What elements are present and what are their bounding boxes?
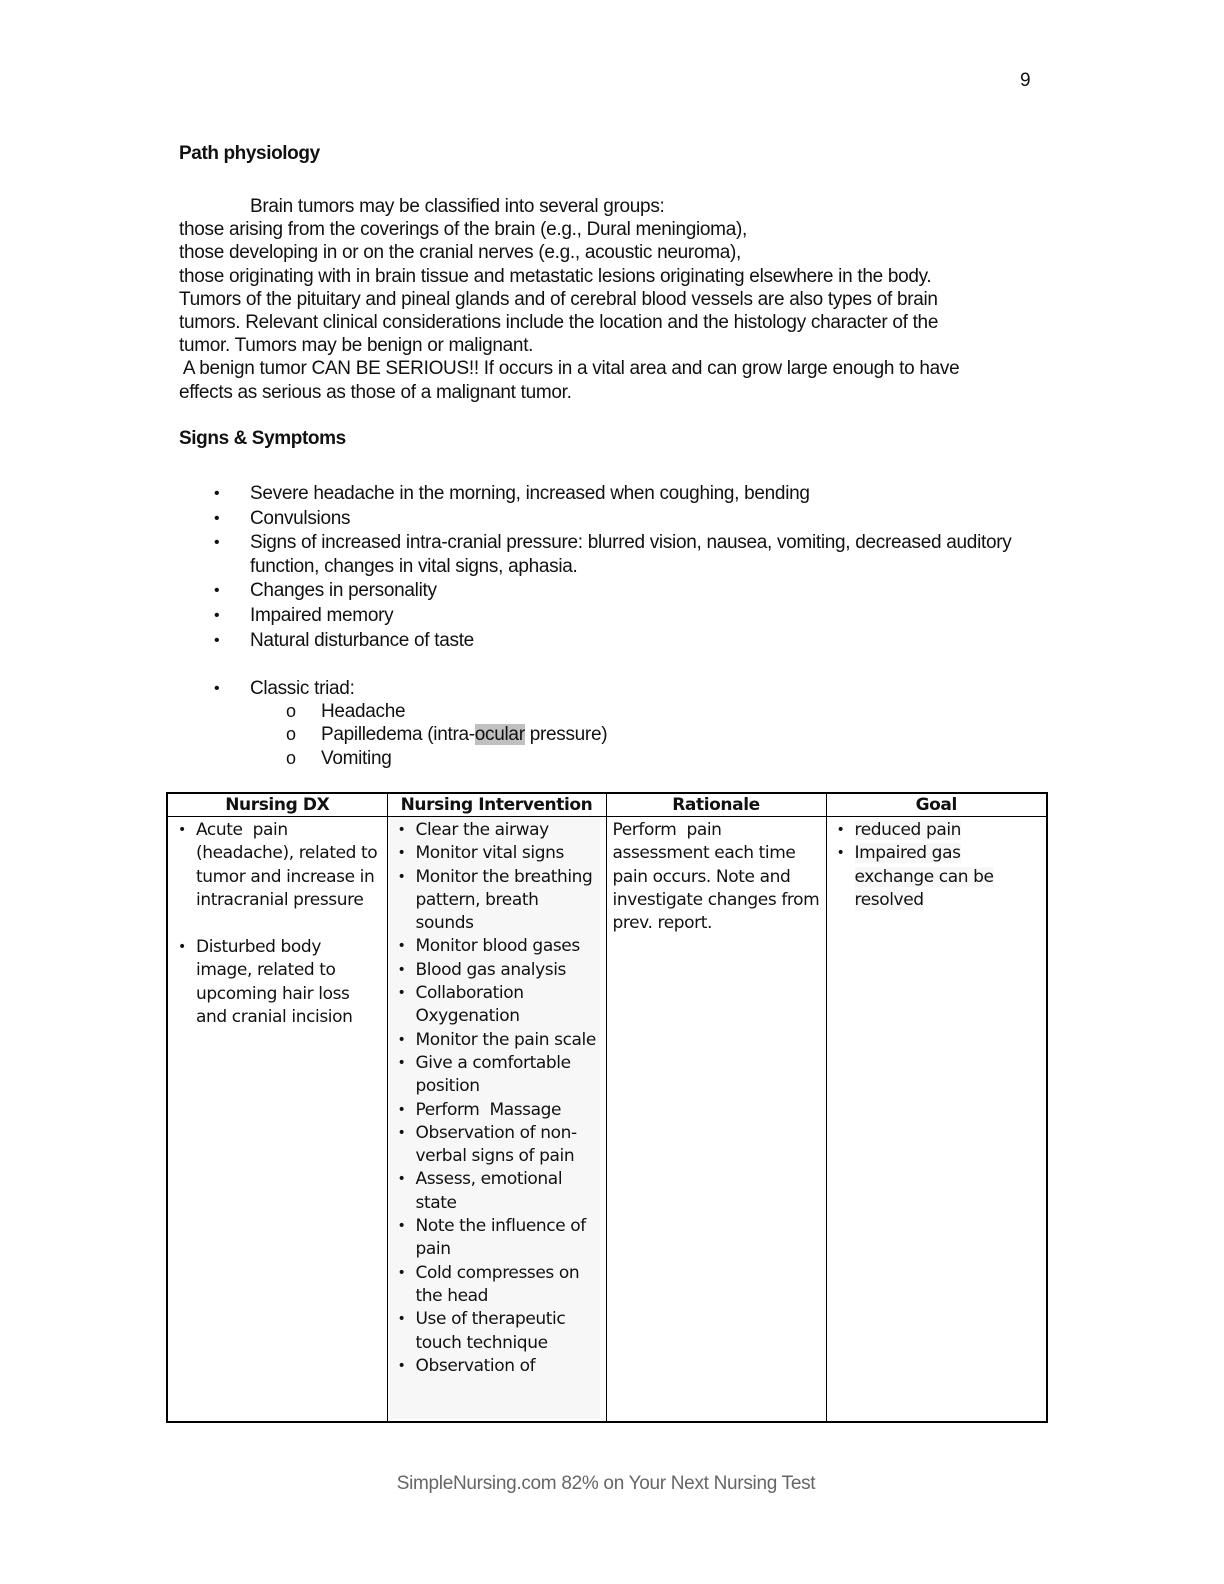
classic-triad-list [179, 677, 1019, 702]
paragraph-line: those arising from the coverings of the brain (e.g., Dural meningioma), [179, 219, 747, 241]
triad-sublist [179, 700, 607, 770]
paragraph-line: A benign tumor CAN BE SERIOUS!! If occurs in a vital area and can grow large enough to have [179, 358, 960, 380]
bullet-icon: • [214, 631, 220, 649]
intervention-cell [387, 817, 606, 1423]
intervention-list [394, 819, 600, 1378]
circle-bullet-icon: o [286, 724, 296, 745]
intervention-item: • Use of therapeutic touch technique [397, 1309, 571, 1353]
triad-item: o Headache [286, 701, 406, 722]
circle-bullet-icon: o [286, 747, 296, 768]
bullet-icon: • [397, 1101, 406, 1118]
intervention-item: • Monitor the breathing pattern, breath sounds [397, 866, 598, 934]
rationale-text: Perform pain assessment each time pain occurs. Note and investigate changes from prev. report. [612, 820, 830, 934]
symptom-item: • Changes in personality [214, 580, 437, 602]
bullet-icon: • [214, 680, 220, 697]
nursing-dx-item: • Acute pain (headache), related to tumor and increase in intracranial pressure [178, 820, 383, 910]
pathophysiology-heading: Path physiology [179, 143, 320, 164]
bullet-icon: • [397, 938, 406, 955]
goal-item: • Impaired gas exchange can be resolved [836, 843, 994, 910]
paragraph-line: Brain tumors may be classified into several groups: [250, 196, 665, 217]
intervention-item: • Blood gas analysis [394, 959, 600, 982]
symptom-item: • Signs of increased intra-cranial pressure: blurred vision, nausea, vomiting, decreased auditory function, changes in vital signs, aphasia. [214, 532, 1012, 577]
symptom-item: • Impaired memory [214, 605, 394, 627]
bullet-icon: • [397, 1357, 406, 1374]
bullet-icon: • [214, 485, 220, 502]
bullet-icon: • [214, 582, 220, 600]
nursing-dx-list [174, 819, 381, 1029]
bullet-icon: • [397, 1264, 406, 1281]
bullet-icon: • [397, 961, 406, 978]
paragraph-line: tumor. Tumors may be benign or malignant. [179, 335, 534, 357]
intervention-item: • Monitor vital signs [394, 842, 600, 865]
bullet-icon: • [397, 845, 406, 862]
paragraph-line: effects as serious as those of a malignant tumor. [179, 381, 572, 403]
paragraph-line: Tumors of the pituitary and pineal glands and of cerebral blood vessels are also types of brain [179, 288, 938, 310]
nursing-dx-item: • Disturbed body image, related to upcoming hair loss and cranial incision [178, 937, 353, 1028]
spacer [174, 912, 381, 936]
symptom-item: • Convulsions [214, 507, 351, 529]
column-header-nursing-intervention: Nursing Intervention [387, 793, 606, 817]
intervention-item: • Monitor the pain scale [394, 1029, 600, 1052]
bullet-icon: • [836, 822, 845, 838]
intervention-item: • Clear the airway [394, 819, 600, 842]
nursing-dx-cell [167, 817, 387, 1423]
table-row [167, 817, 1047, 1423]
intervention-item: • Observation of non-verbal signs of pain [397, 1122, 577, 1167]
intervention-item: • Perform Massage [394, 1099, 600, 1122]
bullet-icon: • [397, 822, 406, 838]
table-header-row [167, 793, 1047, 817]
bullet-icon: • [397, 1218, 406, 1235]
bullet-icon: • [397, 985, 406, 1002]
bullet-icon: • [214, 534, 220, 552]
triad-item: o Papilledema (intra-ocular pressure) [286, 724, 608, 746]
column-header-goal: Goal [826, 793, 1047, 817]
bullet-icon: • [178, 939, 186, 956]
triad-item: o Vomiting [286, 747, 392, 769]
symptom-item: • Natural disturbance of taste [214, 629, 474, 651]
bullet-icon: • [397, 1171, 406, 1188]
goal-list [833, 819, 1041, 912]
intervention-item: • Give a comfortable position [397, 1052, 576, 1097]
rationale-cell [606, 817, 830, 1423]
classic-triad-item: • Classic triad: [214, 678, 355, 699]
paragraph-line: those developing in or on the cranial nerves (e.g., acoustic neuroma), [179, 242, 741, 264]
intervention-item: • Monitor blood gases [394, 935, 600, 958]
bullet-icon: • [178, 822, 186, 838]
bullet-icon: • [836, 845, 845, 862]
page-number: 9 [1020, 70, 1031, 91]
nursing-care-table [166, 792, 1048, 1423]
bullet-icon: • [397, 1054, 406, 1071]
bullet-icon: • [397, 1311, 406, 1328]
highlighted-text: ocular [474, 724, 525, 746]
circle-bullet-icon: o [286, 701, 296, 721]
column-header-nursing-dx: Nursing DX [167, 793, 387, 817]
bullet-icon: • [397, 868, 406, 885]
paragraph-line: those originating with in brain tissue and metastatic lesions originating elsewhere in the body. [179, 265, 932, 287]
bullet-icon: • [397, 1031, 406, 1048]
intervention-item: • Observation of [394, 1355, 600, 1378]
symptom-item: • Severe headache in the morning, increased when coughing, bending [214, 483, 810, 504]
page-footer: SimpleNursing.com 82% on Your Next Nursing Test [396, 1473, 816, 1494]
goal-item: • reduced pain [833, 819, 1041, 842]
bullet-icon: • [214, 607, 220, 625]
bullet-icon: • [214, 509, 220, 527]
goal-cell [826, 817, 1047, 1423]
bullet-icon: • [397, 1124, 406, 1141]
intervention-item: • Assess, emotional state [397, 1169, 568, 1213]
intervention-item: • Cold compresses on the head [397, 1262, 585, 1306]
signs-symptoms-heading: Signs & Symptoms [179, 428, 346, 449]
symptoms-list [179, 482, 1019, 653]
intervention-item: • Collaboration Oxygenation [397, 983, 529, 1027]
column-header-rationale: Rationale [606, 793, 826, 817]
paragraph-line: tumors. Relevant clinical considerations include the location and the histology character of the [179, 312, 939, 334]
pathophysiology-paragraph [179, 195, 1019, 404]
intervention-item: • Note the influence of pain [397, 1216, 591, 1260]
